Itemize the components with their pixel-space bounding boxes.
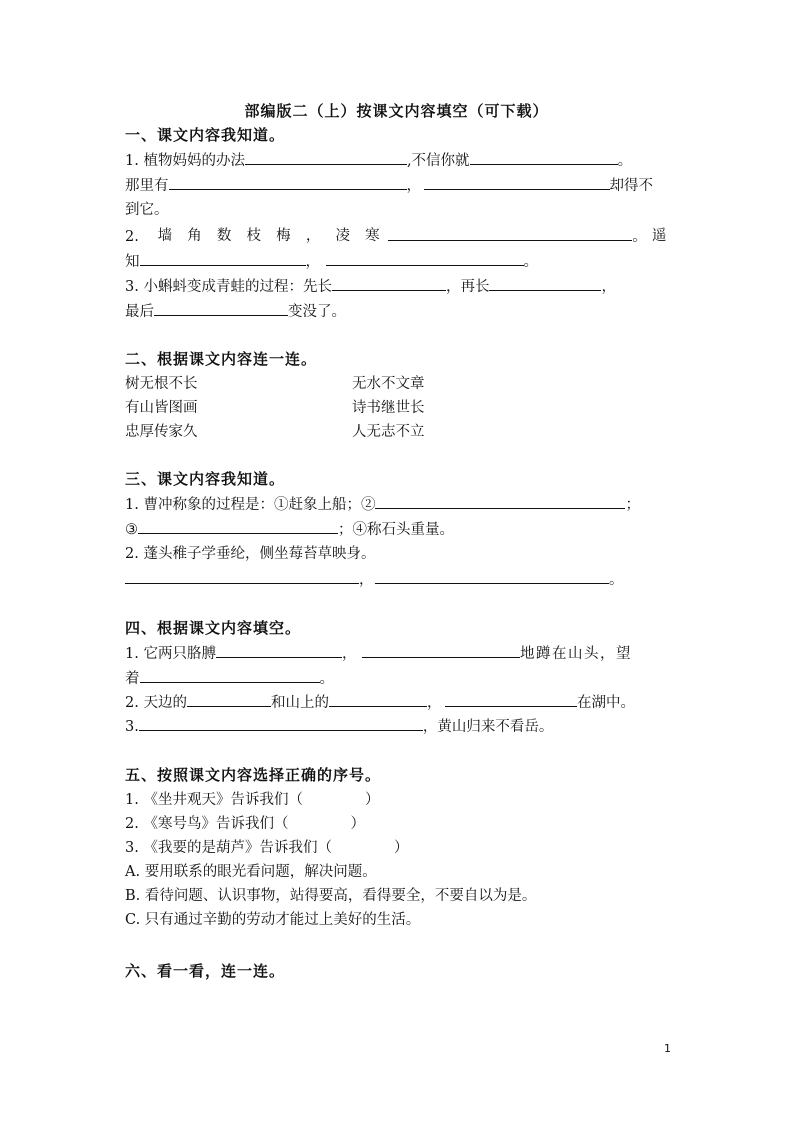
fill-blank[interactable] (375, 569, 609, 584)
s1-q2-text-d: 知 (125, 254, 140, 270)
fill-blank[interactable] (388, 226, 632, 241)
s1-q3-line1 (125, 276, 669, 297)
s5-q1-text: 1. 《坐井观天》告诉我们（ (125, 792, 303, 808)
s4-q1-text-e: 。 (319, 671, 334, 687)
page-title: 部编版二（上）按课文内容填空（可下载） (244, 102, 549, 120)
s1-q1-text-a: 1. 植物妈妈的办法 (125, 153, 245, 169)
fill-blank[interactable] (140, 668, 320, 683)
s4-q2-text-b: 和山上的 (270, 695, 329, 711)
s5-q1 (125, 790, 669, 810)
match-right-3[interactable]: 人无志不立 (352, 424, 425, 440)
s4-q1-text-d: 着 (125, 671, 140, 687)
s5-q3-text: 3. 《我要的是葫芦》告诉我们（ (125, 840, 332, 856)
s5-q3 (125, 838, 669, 858)
s3-q1-text-c: ③ (125, 522, 138, 538)
s5-q2-close: ） (350, 816, 365, 832)
s1-q1-text-c: 。 (617, 153, 633, 169)
match-right-1[interactable]: 无水不文章 (352, 376, 425, 392)
poem-char: ， (305, 228, 321, 244)
s1-q2-text-f: 。 (523, 254, 538, 270)
s3-q1-text-b: ； (625, 497, 640, 513)
s3-q2-text-c: 。 (609, 572, 624, 588)
match-left-2[interactable]: 有山皆图画 (125, 400, 198, 416)
s1-q2-text-b: 。 (632, 229, 647, 245)
s4-q1-line2 (125, 668, 669, 689)
s1-q1-line3: 到它。 (125, 202, 169, 218)
match-left-1[interactable]: 树无根不长 (125, 376, 198, 392)
fill-blank[interactable] (169, 175, 407, 190)
s4-q2-text-c: ， (426, 695, 442, 711)
match-right-2[interactable]: 诗书继世长 (352, 400, 425, 416)
s5-q2 (125, 814, 669, 834)
s5-option-c: C. 只有通过辛勤的劳动才能过上美好的生活。 (125, 912, 421, 928)
s4-q3-text-b: ，黄山归来不看岳。 (422, 719, 554, 735)
fill-blank[interactable] (326, 251, 524, 266)
s4-q3-text-a: 3. (125, 719, 139, 735)
s4-q2-text-a: 2. 天边的 (125, 695, 187, 711)
s1-q3-text-b: ，再长 (445, 279, 490, 295)
poem-char: 寒 (365, 228, 380, 244)
s4-q2-line (125, 692, 669, 713)
poem-char: 凌 (335, 228, 350, 244)
s4-q1-text-c: 地蹲在山头，望 (519, 646, 632, 662)
s3-q2-line2 (125, 569, 669, 590)
fill-blank[interactable] (125, 569, 359, 584)
s4-q1-text-a: 1. 它两只胳膊 (125, 646, 216, 662)
s3-q1-text-a: 1. 曹冲称象的过程是：①赶象上船；② (125, 497, 376, 513)
fill-blank[interactable] (362, 643, 520, 658)
fill-blank[interactable] (154, 301, 288, 316)
s5-q2-text: 2. 《寒号鸟》告诉我们（ (125, 816, 289, 832)
section-5-heading: 五、按照课文内容选择正确的序号。 (125, 766, 382, 784)
section-1-heading: 一、课文内容我知道。 (125, 126, 286, 144)
fill-blank[interactable] (332, 276, 446, 291)
s1-q2-line1 (125, 226, 669, 247)
s1-q3-text-d: 最后 (125, 304, 154, 320)
fill-blank[interactable] (187, 692, 271, 707)
poem-char: 墙 (157, 228, 173, 244)
s4-q3-line (125, 716, 669, 737)
s5-q1-close: ） (364, 792, 380, 808)
fill-blank[interactable] (329, 692, 427, 707)
fill-blank[interactable] (424, 175, 610, 190)
s3-q1-text-d: ；④称石头重量。 (338, 522, 454, 538)
fill-blank[interactable] (470, 150, 618, 165)
s1-q1-text-b: ,不信你就 (406, 153, 470, 169)
s3-q2-line1: 2. 蓬头稚子学垂纶，侧坐莓苔草映身。 (125, 546, 376, 562)
s1-q2-num: 2. (125, 229, 139, 245)
s3-q2-text-b: ， (359, 572, 374, 588)
s1-q2-chars (158, 226, 380, 246)
fill-blank[interactable] (245, 150, 407, 165)
s4-q2-text-d: 在湖中。 (576, 695, 635, 711)
s3-q1-line1 (125, 494, 669, 515)
poem-char: 角 (187, 228, 202, 244)
section-4-heading: 四、根据课文内容填空。 (125, 619, 302, 637)
fill-blank[interactable] (489, 276, 601, 291)
s1-q1-line1 (125, 150, 669, 171)
fill-blank[interactable] (138, 519, 338, 534)
s1-q3-text-e: 变没了。 (288, 304, 346, 320)
fill-blank[interactable] (140, 251, 306, 266)
s4-q1-text-b: ， (341, 646, 357, 662)
s1-q3-text-c: ， (601, 279, 616, 295)
s5-option-b: B. 看待问题、认识事物，站得要高，看得要全，不要自以为是。 (125, 888, 537, 904)
match-left-3[interactable]: 忠厚传家久 (125, 424, 198, 440)
fill-blank[interactable] (216, 643, 342, 658)
s1-q2-line2 (125, 251, 669, 272)
s1-q2-text-c: 遥 (652, 228, 667, 244)
s1-q1-text-f: 却得不 (609, 178, 653, 194)
poem-char: 梅 (276, 228, 291, 244)
s1-q3-text-a: 3. 小蝌蚪变成青蛙的过程：先长 (125, 279, 332, 295)
s1-q1-text-e: ， (406, 178, 421, 194)
s1-q2-text-e: ， (305, 254, 320, 270)
section-6-heading: 六、看一看，连一连。 (125, 962, 286, 980)
s1-q3-line2 (125, 301, 669, 322)
fill-blank[interactable] (375, 494, 625, 509)
section-2-heading: 二、根据课文内容连一连。 (125, 350, 318, 368)
fill-blank[interactable] (445, 692, 577, 707)
s5-q3-close: ） (393, 840, 409, 856)
s3-q1-line2 (125, 519, 669, 540)
s1-q1-text-d: 那里有 (125, 178, 169, 194)
page-number: 1 (664, 1042, 671, 1055)
s1-q1-line2 (125, 175, 669, 196)
fill-blank[interactable] (139, 716, 423, 731)
poem-char: 枝 (246, 228, 262, 244)
section-3-heading: 三、课文内容我知道。 (125, 470, 286, 488)
s4-q1-line1 (125, 643, 669, 664)
poem-char: 数 (216, 228, 232, 244)
s5-option-a: A. 要用联系的眼光看问题，解决问题。 (125, 864, 377, 880)
